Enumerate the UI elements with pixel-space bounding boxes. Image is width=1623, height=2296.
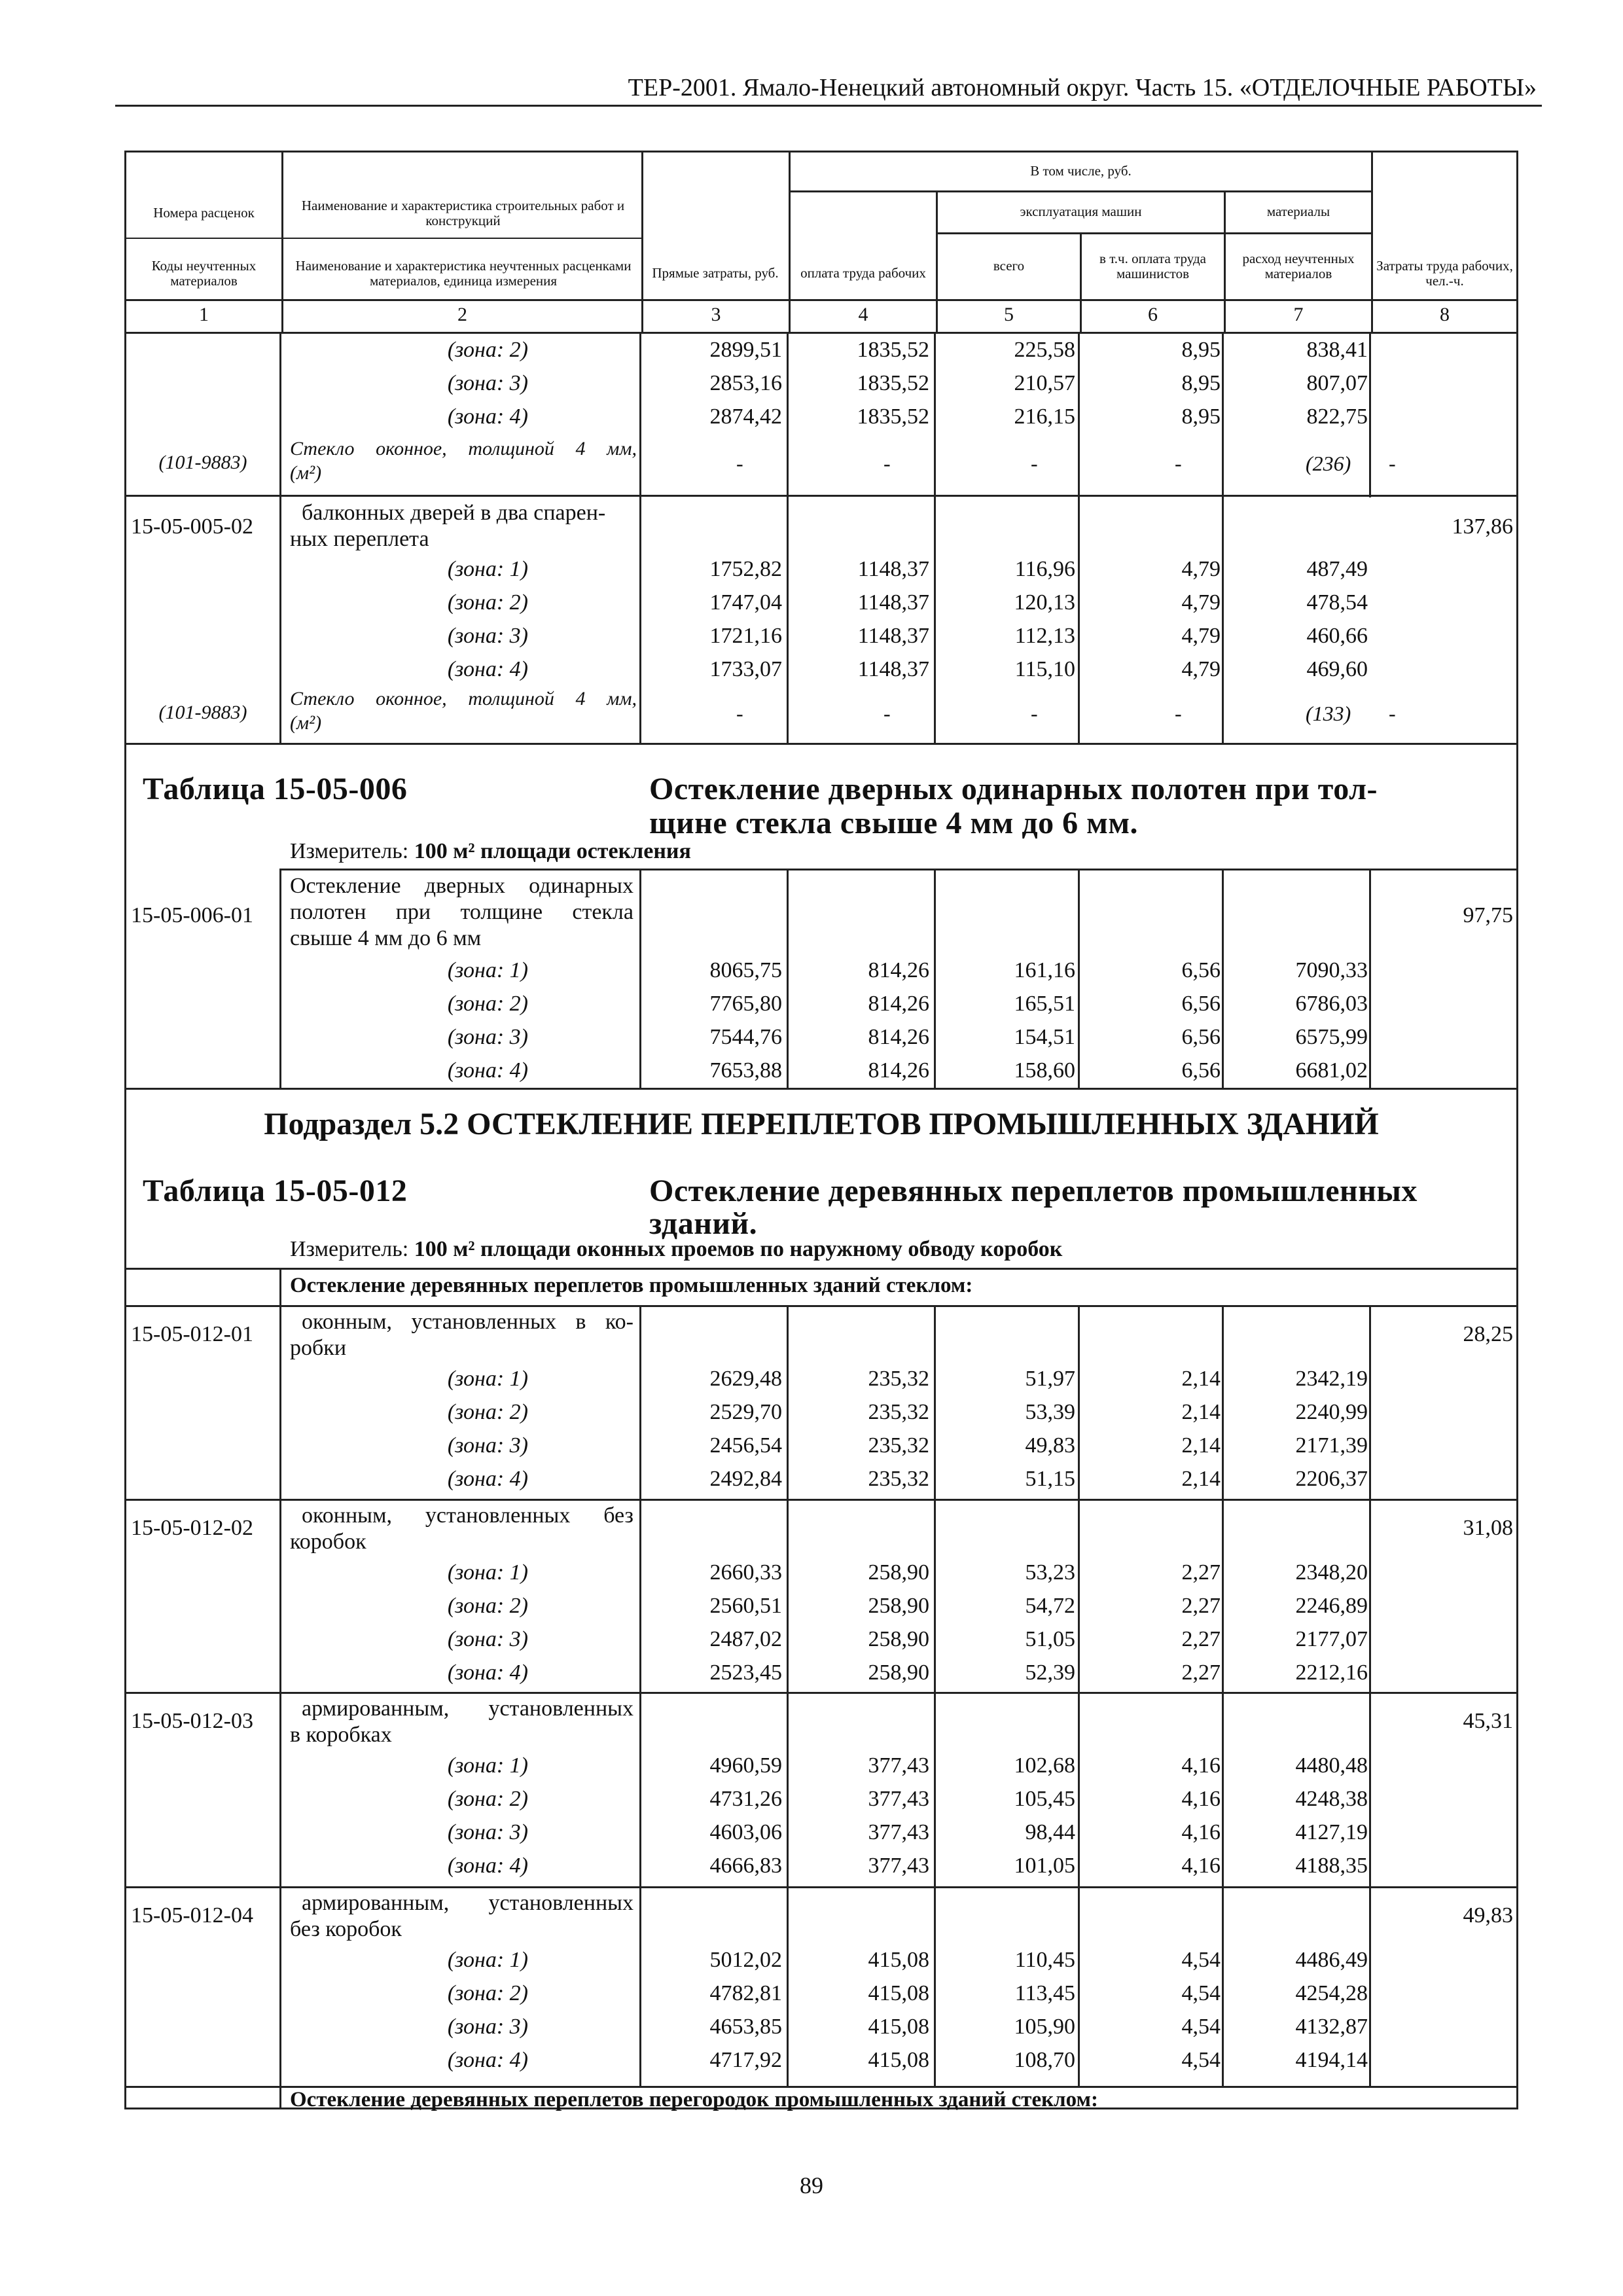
zone-label: (зона: 3) bbox=[447, 1820, 528, 1844]
incl-label: В том числе, руб. bbox=[1030, 163, 1132, 179]
materials-cost: 4248,38 bbox=[1295, 1787, 1368, 1811]
machines-total: 54,72 bbox=[1025, 1594, 1075, 1618]
materials-cost: 6681,02 bbox=[1295, 1058, 1368, 1083]
labor-pay: 814,26 bbox=[868, 958, 929, 982]
materials-label: материалы bbox=[1266, 204, 1330, 220]
machines-total: 112,13 bbox=[1014, 624, 1075, 648]
machinist-pay: 4,54 bbox=[1181, 1981, 1221, 2005]
table-row bbox=[124, 553, 1518, 586]
materials-cost: 2348,20 bbox=[1295, 1560, 1368, 1585]
labor-pay: 1148,37 bbox=[857, 557, 929, 581]
zone-label: (зона: 1) bbox=[447, 1560, 528, 1585]
subheading: Остекление деревянных переплетов промышленных зданий стеклом: bbox=[290, 1274, 973, 1297]
direct-cost: 7544,76 bbox=[709, 1025, 782, 1049]
table-row bbox=[124, 988, 1518, 1021]
material-unit: (м²) bbox=[290, 712, 322, 734]
machines-total: 105,90 bbox=[1014, 2015, 1075, 2039]
dash: - bbox=[1175, 452, 1182, 475]
direct-cost: 2874,42 bbox=[709, 404, 782, 429]
measure-line bbox=[290, 1237, 1062, 1262]
materials-cost: 4480,48 bbox=[1295, 1753, 1368, 1778]
machinist-pay: 6,56 bbox=[1181, 958, 1221, 982]
labor-pay: 258,90 bbox=[868, 1660, 929, 1685]
table-row bbox=[124, 1054, 1518, 1088]
dash: - bbox=[1389, 452, 1396, 475]
measure-prefix: Измеритель: bbox=[290, 839, 409, 863]
labor-pay: 235,32 bbox=[868, 1433, 929, 1458]
direct-cost: 4603,06 bbox=[709, 1820, 782, 1844]
table-row bbox=[124, 1463, 1518, 1496]
machines-total: 51,05 bbox=[1025, 1627, 1075, 1651]
machines-total: 52,39 bbox=[1025, 1660, 1075, 1685]
labor-pay: 814,26 bbox=[868, 1058, 929, 1083]
machinist-pay: 4,16 bbox=[1181, 1753, 1221, 1778]
table-row bbox=[124, 367, 1518, 401]
labor-pay: 235,32 bbox=[868, 1367, 929, 1391]
table-row bbox=[124, 653, 1518, 687]
table-row bbox=[124, 334, 1518, 367]
zone-label: (зона: 3) bbox=[447, 1433, 528, 1458]
material-name: Стекло оконное, толщиной 4 мм, bbox=[290, 688, 637, 709]
col3-label: Прямые затраты, руб. bbox=[652, 265, 779, 281]
zone-label: (зона: 4) bbox=[447, 1467, 528, 1491]
direct-cost: 2487,02 bbox=[709, 1627, 782, 1651]
labor-pay: 415,08 bbox=[868, 2015, 929, 2039]
column-numbers-row bbox=[124, 301, 1518, 334]
machines-label: эксплуатация машин bbox=[1020, 204, 1142, 220]
machinist-pay: 6,56 bbox=[1181, 992, 1221, 1016]
materials-cost: 4486,49 bbox=[1295, 1948, 1368, 1972]
direct-cost: 4666,83 bbox=[709, 1854, 782, 1878]
machinist-pay: 4,54 bbox=[1181, 2048, 1221, 2072]
header-divider bbox=[789, 190, 1371, 192]
materials-cost: 807,07 bbox=[1306, 371, 1368, 395]
direct-cost: 4782,81 bbox=[709, 1981, 782, 2005]
direct-cost: 2456,54 bbox=[709, 1433, 782, 1458]
labor-pay: 1148,37 bbox=[857, 590, 929, 615]
col2-top-label: Наименование и характеристика строительных работ и конструкций bbox=[301, 197, 625, 228]
col-number: 7 bbox=[1293, 304, 1304, 325]
zone-label: (зона: 4) bbox=[447, 1660, 528, 1685]
dash: - bbox=[883, 452, 891, 475]
labor-pay: 415,08 bbox=[868, 2048, 929, 2072]
row-separator bbox=[124, 1692, 1518, 1694]
col2-bottom-label: Наименование и характеристика неучтенных расценками материалов, единица измерения bbox=[295, 257, 632, 289]
material-qty: (236) bbox=[1306, 452, 1351, 475]
work-name: ных переплета bbox=[290, 527, 429, 551]
col8-label: Затраты труда рабочих, чел.-ч. bbox=[1376, 257, 1513, 289]
machinist-pay: 2,27 bbox=[1181, 1560, 1221, 1585]
machines-total: 110,45 bbox=[1014, 1948, 1075, 1972]
row-separator bbox=[279, 869, 1518, 870]
col1-top-label: Номера расценок bbox=[153, 205, 255, 221]
work-name: в коробках bbox=[290, 1723, 392, 1747]
table-row bbox=[124, 1623, 1518, 1657]
dash: - bbox=[1031, 452, 1038, 475]
rate-code: 15-05-006-01 bbox=[131, 903, 253, 927]
materials-cost: 4132,87 bbox=[1295, 2015, 1368, 2039]
materials-cost: 2171,39 bbox=[1295, 1433, 1368, 1458]
zone-label: (зона: 2) bbox=[447, 1400, 528, 1424]
machinist-pay: 2,14 bbox=[1181, 1400, 1221, 1424]
dash: - bbox=[736, 452, 743, 475]
machines-total: 116,96 bbox=[1014, 557, 1075, 581]
direct-cost: 1721,16 bbox=[709, 624, 782, 648]
machines-total: 113,45 bbox=[1014, 1981, 1075, 2005]
table-row bbox=[124, 1816, 1518, 1850]
table-row bbox=[124, 1977, 1518, 2011]
row-separator bbox=[124, 1268, 1518, 1270]
machines-total: 216,15 bbox=[1014, 404, 1075, 429]
machinist-pay: 4,16 bbox=[1181, 1854, 1221, 1878]
machinist-pay: 4,16 bbox=[1181, 1820, 1221, 1844]
header-divider bbox=[281, 152, 283, 299]
machines-total: 161,16 bbox=[1014, 958, 1075, 982]
materials-cost: 2177,07 bbox=[1295, 1627, 1368, 1651]
labor-pay: 377,43 bbox=[868, 1820, 929, 1844]
zone-label: (зона: 2) bbox=[447, 1594, 528, 1618]
materials-cost: 4188,35 bbox=[1295, 1854, 1368, 1878]
labor-pay: 415,08 bbox=[868, 1948, 929, 1972]
machinist-pay: 4,54 bbox=[1181, 1948, 1221, 1972]
labor-pay: 814,26 bbox=[868, 1025, 929, 1049]
zone-label: (зона: 1) bbox=[447, 557, 528, 581]
machinist-pay: 8,95 bbox=[1181, 338, 1221, 362]
table-row bbox=[124, 1850, 1518, 1883]
table-header bbox=[124, 151, 1518, 301]
zone-label: (зона: 3) bbox=[447, 1627, 528, 1651]
zone-label: (зона: 4) bbox=[447, 657, 528, 681]
direct-cost: 5012,02 bbox=[709, 1948, 782, 1972]
col6-label: в т.ч. оплата труда машинистов bbox=[1099, 250, 1206, 281]
table-title: Остекление дверных одинарных полотен при тол- bbox=[649, 772, 1378, 806]
header-divider bbox=[641, 152, 643, 299]
materials-cost: 6786,03 bbox=[1295, 992, 1368, 1016]
table-row bbox=[124, 2011, 1518, 2044]
machines-total: 51,97 bbox=[1025, 1367, 1075, 1391]
zone-label: (зона: 1) bbox=[447, 1367, 528, 1391]
machines-total: 51,15 bbox=[1025, 1467, 1075, 1491]
running-header-title: ТЕР-2001. Ямало-Ненецкий автономный округ. Часть 15. «ОТДЕЛОЧНЫЕ РАБОТЫ» bbox=[628, 74, 1537, 101]
dash: - bbox=[883, 702, 891, 725]
dash: - bbox=[736, 702, 743, 725]
direct-cost: 2560,51 bbox=[709, 1594, 782, 1618]
col-number: 2 bbox=[457, 304, 467, 325]
table-row bbox=[124, 1429, 1518, 1463]
materials-cost: 2246,89 bbox=[1295, 1594, 1368, 1618]
col-number: 4 bbox=[858, 304, 868, 325]
table-row bbox=[124, 1590, 1518, 1623]
machines-total: 158,60 bbox=[1014, 1058, 1075, 1083]
materials-cost: 460,66 bbox=[1306, 624, 1368, 648]
labor-pay: 1835,52 bbox=[857, 338, 929, 362]
materials-cost: 2342,19 bbox=[1295, 1367, 1368, 1391]
materials-cost: 838,41 bbox=[1306, 338, 1368, 362]
work-name: армированным, установленных bbox=[302, 1891, 633, 1915]
labor-pay: 415,08 bbox=[868, 1981, 929, 2005]
labor-hours: 97,75 bbox=[1463, 903, 1513, 927]
labor-pay: 235,32 bbox=[868, 1400, 929, 1424]
labor-pay: 1148,37 bbox=[857, 657, 929, 681]
work-name: коробок bbox=[290, 1530, 366, 1554]
materials-cost: 487,49 bbox=[1306, 557, 1368, 581]
machinist-pay: 4,54 bbox=[1181, 2015, 1221, 2039]
direct-cost: 4717,92 bbox=[709, 2048, 782, 2072]
measure-value: 100 м² площади оконных проемов по наружному обводу коробок bbox=[414, 1237, 1063, 1261]
direct-cost: 7765,80 bbox=[709, 992, 782, 1016]
work-name: армированным, установленных bbox=[302, 1696, 633, 1721]
table-row bbox=[124, 1021, 1518, 1054]
table-row bbox=[124, 954, 1518, 988]
materials-cost: 2212,16 bbox=[1295, 1660, 1368, 1685]
materials-cost: 4127,19 bbox=[1295, 1820, 1368, 1844]
table-row bbox=[124, 586, 1518, 620]
rate-code: 15-05-012-02 bbox=[131, 1516, 253, 1540]
machinist-pay: 2,14 bbox=[1181, 1467, 1221, 1491]
machinist-pay: 8,95 bbox=[1181, 371, 1221, 395]
machines-total: 115,10 bbox=[1014, 657, 1075, 681]
row-separator bbox=[124, 743, 1518, 745]
table-row bbox=[124, 2044, 1518, 2077]
col-number: 6 bbox=[1148, 304, 1158, 325]
labor-pay: 814,26 bbox=[868, 992, 929, 1016]
direct-cost: 2523,45 bbox=[709, 1660, 782, 1685]
col-number: 5 bbox=[1004, 304, 1014, 325]
col1-bottom-label: Коды неучтенных материалов bbox=[151, 257, 257, 289]
direct-cost: 2899,51 bbox=[709, 338, 782, 362]
work-name: робки bbox=[290, 1336, 347, 1360]
materials-cost: 2240,99 bbox=[1295, 1400, 1368, 1424]
col7-label: расход неучтенных материалов bbox=[1242, 250, 1355, 281]
materials-cost: 6575,99 bbox=[1295, 1025, 1368, 1049]
materials-cost: 7090,33 bbox=[1295, 958, 1368, 982]
materials-cost: 469,60 bbox=[1306, 657, 1368, 681]
table-row bbox=[124, 401, 1518, 434]
machinist-pay: 4,79 bbox=[1181, 557, 1221, 581]
direct-cost: 1733,07 bbox=[709, 657, 782, 681]
zone-label: (зона: 1) bbox=[447, 1753, 528, 1778]
table-title: зданий. bbox=[649, 1206, 758, 1241]
table-row bbox=[124, 1944, 1518, 1977]
machines-total: 53,23 bbox=[1025, 1560, 1075, 1585]
dash: - bbox=[1031, 702, 1038, 725]
header-divider bbox=[936, 232, 1371, 234]
work-name: полотен при толщине стекла bbox=[290, 900, 633, 924]
measure-prefix: Измеритель: bbox=[290, 1237, 409, 1261]
running-header bbox=[115, 71, 1542, 107]
labor-pay: 235,32 bbox=[868, 1467, 929, 1491]
machines-total: 154,51 bbox=[1014, 1025, 1075, 1049]
machines-total: 120,13 bbox=[1014, 590, 1075, 615]
labor-hours: 49,83 bbox=[1463, 1903, 1513, 1928]
machinist-pay: 2,14 bbox=[1181, 1433, 1221, 1458]
material-code: (101-9883) bbox=[158, 702, 247, 723]
machines-total: 102,68 bbox=[1014, 1753, 1075, 1778]
materials-cost: 822,75 bbox=[1306, 404, 1368, 429]
zone-label: (зона: 2) bbox=[447, 338, 528, 362]
col-number: 1 bbox=[199, 304, 209, 325]
machinist-pay: 2,27 bbox=[1181, 1660, 1221, 1685]
direct-cost: 2529,70 bbox=[709, 1400, 782, 1424]
machinist-pay: 2,14 bbox=[1181, 1367, 1221, 1391]
table-label: Таблица 15-05-006 bbox=[143, 772, 408, 806]
zone-label: (зона: 2) bbox=[447, 1787, 528, 1811]
machinist-pay: 8,95 bbox=[1181, 404, 1221, 429]
header-divider bbox=[126, 238, 641, 239]
zone-label: (зона: 4) bbox=[447, 404, 528, 429]
labor-pay: 1148,37 bbox=[857, 624, 929, 648]
machinist-pay: 6,56 bbox=[1181, 1058, 1221, 1083]
col-number: 8 bbox=[1440, 304, 1450, 325]
materials-cost: 478,54 bbox=[1306, 590, 1368, 615]
machinist-pay: 4,79 bbox=[1181, 657, 1221, 681]
dash: - bbox=[1175, 702, 1182, 725]
zone-label: (зона: 2) bbox=[447, 590, 528, 615]
table-row bbox=[124, 1657, 1518, 1690]
zone-label: (зона: 4) bbox=[447, 1854, 528, 1878]
row-separator bbox=[124, 1499, 1518, 1501]
table-row bbox=[124, 1396, 1518, 1429]
work-name: оконным, установленных в ко- bbox=[302, 1310, 633, 1334]
labor-pay: 258,90 bbox=[868, 1560, 929, 1585]
table-row bbox=[124, 1749, 1518, 1783]
rate-code: 15-05-005-02 bbox=[131, 514, 253, 539]
labor-hours: 28,25 bbox=[1463, 1322, 1513, 1346]
labor-hours: 45,31 bbox=[1463, 1709, 1513, 1733]
zone-label: (зона: 1) bbox=[447, 1948, 528, 1972]
dash: - bbox=[1389, 702, 1396, 725]
col-number: 3 bbox=[711, 304, 721, 325]
work-name: свыше 4 мм до 6 мм bbox=[290, 926, 482, 950]
machines-total: 225,58 bbox=[1014, 338, 1075, 362]
machines-total: 98,44 bbox=[1025, 1820, 1075, 1844]
row-separator bbox=[124, 1088, 1518, 1090]
direct-cost: 2629,48 bbox=[709, 1367, 782, 1391]
machines-total: 101,05 bbox=[1014, 1854, 1075, 1878]
direct-cost: 8065,75 bbox=[709, 958, 782, 982]
materials-cost: 4194,14 bbox=[1295, 2048, 1368, 2072]
table-row bbox=[124, 620, 1518, 653]
table-title: Остекление деревянных переплетов промышленных bbox=[649, 1174, 1418, 1208]
zone-label: (зона: 3) bbox=[447, 624, 528, 648]
zone-label: (зона: 1) bbox=[447, 958, 528, 982]
table-row bbox=[124, 1783, 1518, 1816]
direct-cost: 2492,84 bbox=[709, 1467, 782, 1491]
machinist-pay: 2,27 bbox=[1181, 1594, 1221, 1618]
section-title: Подраздел 5.2 ОСТЕКЛЕНИЕ ПЕРЕПЛЕТОВ ПРОМЫШЛЕННЫХ ЗДАНИЙ bbox=[264, 1107, 1379, 1141]
labor-pay: 1835,52 bbox=[857, 371, 929, 395]
material-qty: (133) bbox=[1306, 702, 1351, 725]
direct-cost: 1747,04 bbox=[709, 590, 782, 615]
material-unit: (м²) bbox=[290, 462, 322, 484]
direct-cost: 4731,26 bbox=[709, 1787, 782, 1811]
machines-total: 53,39 bbox=[1025, 1400, 1075, 1424]
labor-pay: 377,43 bbox=[868, 1753, 929, 1778]
work-name: Остекление дверных одинарных bbox=[290, 874, 633, 898]
zone-label: (зона: 2) bbox=[447, 1981, 528, 2005]
col5-label: всего bbox=[993, 258, 1025, 274]
direct-cost: 4960,59 bbox=[709, 1753, 782, 1778]
labor-hours: 137,86 bbox=[1452, 514, 1513, 539]
table-label: Таблица 15-05-012 bbox=[143, 1174, 408, 1208]
direct-cost: 4653,85 bbox=[709, 2015, 782, 2039]
page-number: 89 bbox=[800, 2172, 823, 2198]
zone-label: (зона: 4) bbox=[447, 1058, 528, 1083]
labor-pay: 258,90 bbox=[868, 1627, 929, 1651]
zone-label: (зона: 3) bbox=[447, 2015, 528, 2039]
materials-cost: 2206,37 bbox=[1295, 1467, 1368, 1491]
row-separator bbox=[124, 1305, 1518, 1307]
direct-cost: 7653,88 bbox=[709, 1058, 782, 1083]
material-name: Стекло оконное, толщиной 4 мм, bbox=[290, 438, 637, 459]
direct-cost: 2660,33 bbox=[709, 1560, 782, 1585]
labor-hours: 31,08 bbox=[1463, 1516, 1513, 1540]
materials-cost: 4254,28 bbox=[1295, 1981, 1368, 2005]
measure-value: 100 м² площади остекления bbox=[414, 839, 691, 863]
subheading: Остекление деревянных переплетов перегородок промышленных зданий стеклом: bbox=[290, 2088, 1099, 2111]
measure-line bbox=[290, 839, 691, 864]
labor-pay: 258,90 bbox=[868, 1594, 929, 1618]
zone-label: (зона: 3) bbox=[447, 1025, 528, 1049]
material-code: (101-9883) bbox=[158, 452, 247, 473]
work-name: оконным, установленных без bbox=[302, 1503, 633, 1528]
rate-code: 15-05-012-03 bbox=[131, 1709, 253, 1733]
direct-cost: 1752,82 bbox=[709, 557, 782, 581]
row-separator bbox=[124, 495, 1518, 497]
machinist-pay: 4,79 bbox=[1181, 590, 1221, 615]
zone-label: (зона: 4) bbox=[447, 2048, 528, 2072]
col4-label: оплата труда рабочих bbox=[800, 265, 926, 281]
zone-label: (зона: 2) bbox=[447, 992, 528, 1016]
machines-total: 105,45 bbox=[1014, 1787, 1075, 1811]
direct-cost: 2853,16 bbox=[709, 371, 782, 395]
machinist-pay: 2,27 bbox=[1181, 1627, 1221, 1651]
table-title: щине стекла свыше 4 мм до 6 мм. bbox=[649, 806, 1139, 840]
labor-pay: 377,43 bbox=[868, 1854, 929, 1878]
labor-pay: 377,43 bbox=[868, 1787, 929, 1811]
machines-total: 49,83 bbox=[1025, 1433, 1075, 1458]
machines-total: 210,57 bbox=[1014, 371, 1075, 395]
work-name: без коробок bbox=[290, 1917, 402, 1941]
table-row bbox=[124, 1363, 1518, 1396]
zone-label: (зона: 3) bbox=[447, 371, 528, 395]
machines-total: 108,70 bbox=[1014, 2048, 1075, 2072]
machines-total: 165,51 bbox=[1014, 992, 1075, 1016]
work-name: балконных дверей в два спарен- bbox=[302, 501, 606, 525]
labor-pay: 1835,52 bbox=[857, 404, 929, 429]
table-row bbox=[124, 1556, 1518, 1590]
rate-code: 15-05-012-04 bbox=[131, 1903, 253, 1928]
machinist-pay: 4,16 bbox=[1181, 1787, 1221, 1811]
rate-code: 15-05-012-01 bbox=[131, 1322, 253, 1346]
machinist-pay: 4,79 bbox=[1181, 624, 1221, 648]
row-separator bbox=[124, 1886, 1518, 1888]
machinist-pay: 6,56 bbox=[1181, 1025, 1221, 1049]
